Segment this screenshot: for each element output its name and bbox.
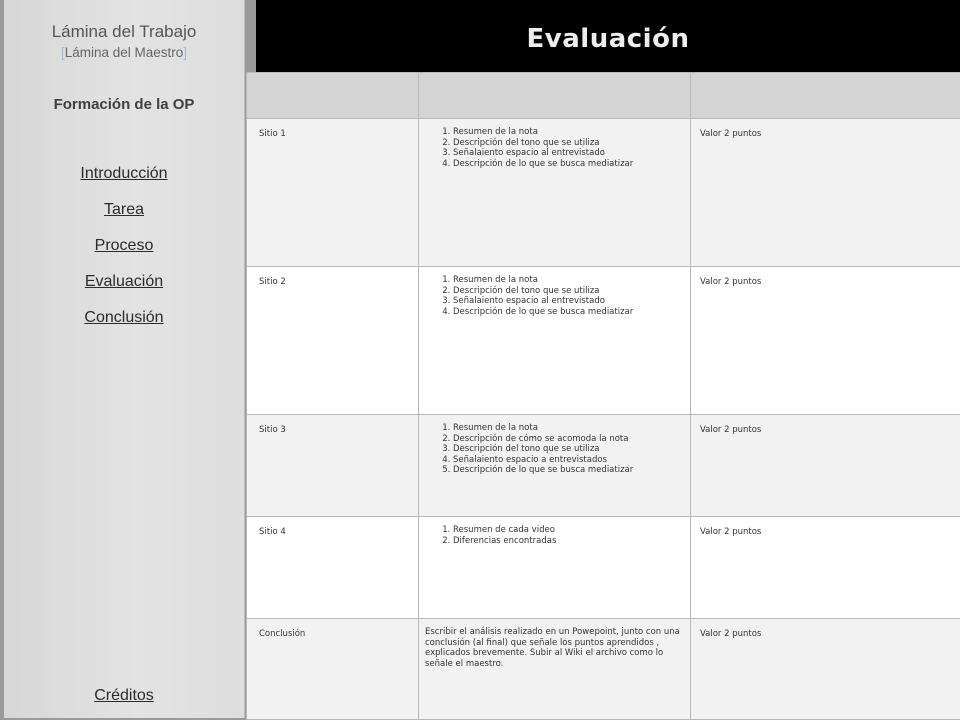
criteria-item: 1. Resumen de la nota [453,423,684,434]
nav-link-tarea[interactable]: Tarea [103,201,145,218]
nav-link-conclusion[interactable]: Conclusión [84,309,164,326]
table-row [247,517,960,619]
criteria-item: 1. Resumen de cada video [453,525,684,536]
table-row [247,267,960,415]
subtitle-bracket-close: ] [183,45,188,60]
page-title: Evaluación [526,24,690,54]
table-header-cell [691,73,960,119]
table-header-cell [419,73,691,119]
criteria-list [425,127,684,169]
criteria-cell [419,267,691,415]
criteria-item: 4. Descripción de lo que se busca mediatizar [453,307,684,318]
nav-link-proceso[interactable]: Proceso [94,237,154,254]
table-row [247,415,960,517]
site-cell: Conclusión [247,619,419,720]
score-cell: Valor 2 puntos [691,415,960,517]
criteria-list [425,275,684,317]
table-header-row [247,73,960,119]
criteria-cell [419,619,691,720]
site-cell: Sitio 1 [247,119,419,267]
score-cell: Valor 2 puntos [691,267,960,415]
document-subtitle [4,45,244,60]
table-row [247,119,960,267]
criteria-cell [419,415,691,517]
criteria-cell [419,517,691,619]
criteria-list [425,525,684,546]
score-cell: Valor 2 puntos [691,619,960,720]
criteria-item: 4. Descripción de lo que se busca mediatizar [453,159,684,170]
nav-link-creditos[interactable]: Créditos [94,687,154,704]
criteria-list [425,423,684,476]
criteria-item: 1. Resumen de la nota [453,127,684,138]
subtitle-bracket-open: [ [60,45,65,60]
table-header-cell [247,73,419,119]
criteria-cell [419,119,691,267]
document-title: Lámina del Trabajo [51,22,197,41]
criteria-item: 2. Descripción de cómo se acomoda la nota [453,434,684,445]
criteria-item: 3. Señalaiento espacio al entrevistado [453,148,684,159]
site-cell: Sitio 3 [247,415,419,517]
table-row-conclusion [247,619,960,720]
sidebar-panel [4,0,245,718]
evaluation-rubric-table [246,72,960,720]
criteria-item: 4. Señalaiento espacio a entrevistados [453,455,684,466]
sidebar [0,0,256,720]
score-cell: Valor 2 puntos [691,517,960,619]
subtitle-text: Lámina del Maestro [64,45,184,60]
site-cell: Sitio 4 [247,517,419,619]
criteria-item: 2. Descripción del tono que se utiliza [453,286,684,297]
topic-heading: Formación de la OP [53,96,195,113]
site-cell: Sitio 2 [247,267,419,415]
criteria-item: 5. Descripción de lo que se busca mediatizar [453,465,684,476]
score-cell: Valor 2 puntos [691,119,960,267]
criteria-item: 3. Señalaiento espacio al entrevistado [453,296,684,307]
conclusion-text: Escribir el análisis realizado en un Powepoint, junto con una conclusión (al final) que señale los puntos aprendidos , explicados brevemente. Subir al Wiki el archivo como lo señale el maestro. [425,627,680,669]
criteria-item: 2. Descripción del tono que se utiliza [453,138,684,149]
criteria-item: 2. Diferencias encontradas [453,536,684,547]
page-header [256,0,960,72]
nav-link-evaluacion[interactable]: Evaluación [84,273,164,290]
nav-link-introduccion[interactable]: Introducción [80,165,168,182]
criteria-item: 1. Resumen de la nota [453,275,684,286]
criteria-item: 3. Descripción del tono que se utiliza [453,444,684,455]
